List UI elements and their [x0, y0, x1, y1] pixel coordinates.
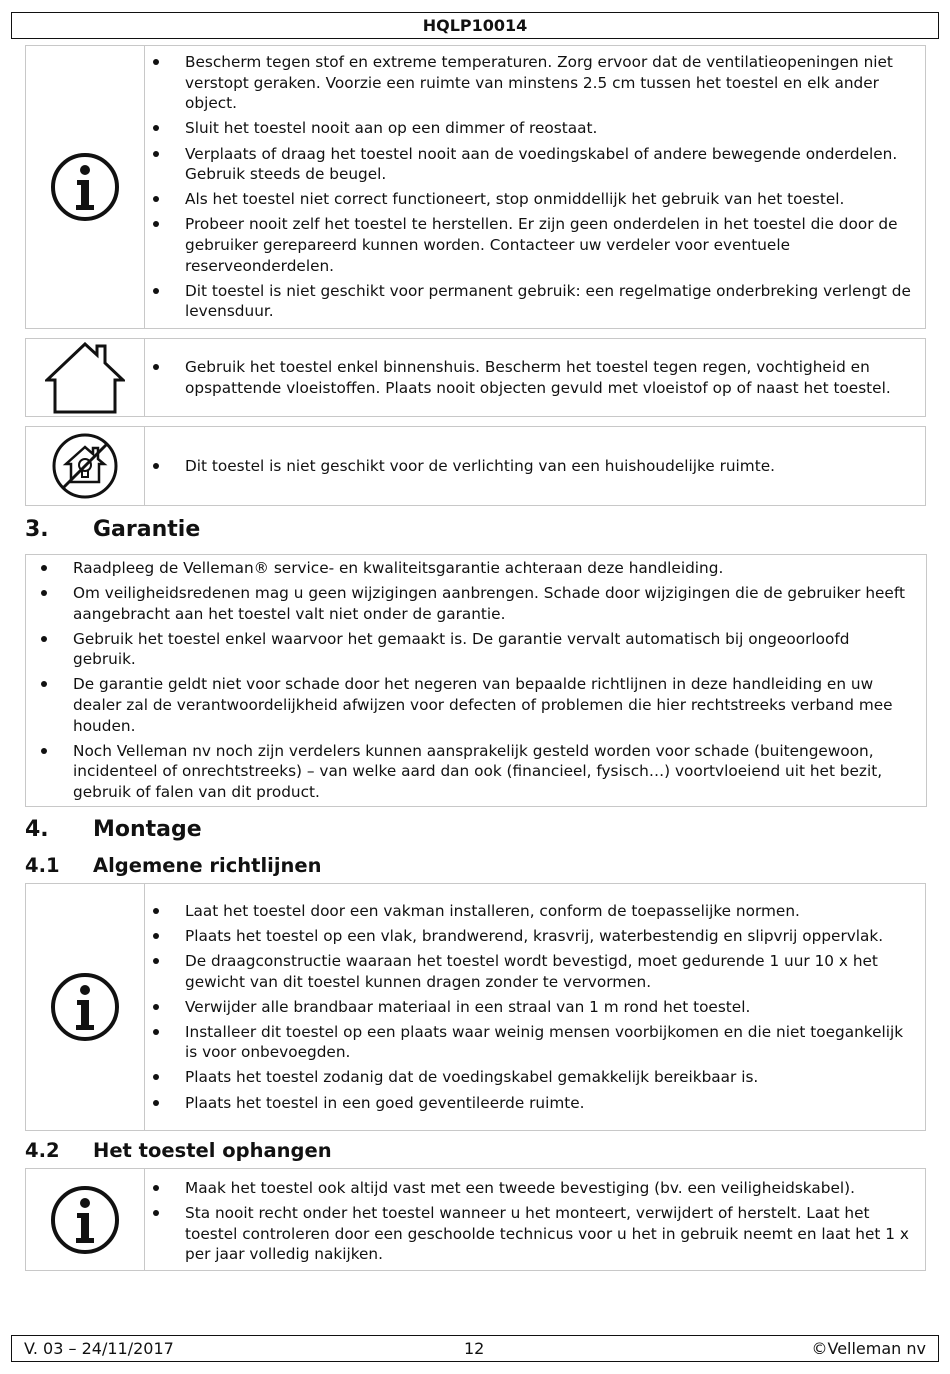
list-item: Laat het toestel door een vakman installeren, conform de toepasselijke normen. [145, 901, 919, 922]
footer-version: V. 03 – 24/11/2017 [24, 1339, 174, 1358]
list-item: Gebruik het toestel enkel binnenshuis. Bescherm het toestel tegen regen, vochtigheid en opspattende vloeistoffen. Plaats nooit objecten gevuld met vloeistof op of naast het toestel. [145, 357, 919, 398]
list-item: Installeer dit toestel op een plaats waar weinig mensen voorbijkomen en die niet toegankelijk is voor onbevoegden. [145, 1022, 919, 1063]
montage-general-table [25, 883, 926, 1131]
household-table [25, 426, 926, 506]
page-footer [11, 1335, 939, 1362]
list-item: Dit toestel is niet geschikt voor de verlichting van een huishoudelijke ruimte. [145, 456, 919, 477]
info-icon [26, 46, 145, 328]
house-icon [26, 339, 145, 416]
no-household-lighting-icon [26, 427, 145, 505]
list-item: Verwijder alle brandbaar materiaal in een straal van 1 m rond het toestel. [145, 997, 919, 1018]
footer-copyright: ©Velleman nv [811, 1339, 926, 1358]
list-item: Gebruik het toestel enkel waarvoor het gemaakt is. De garantie vervalt automatisch bij ongeoorloofd gebruik. [28, 629, 912, 670]
list-item: De garantie geldt niet voor schade door het negeren van bepaalde richtlijnen in deze handleiding en uw dealer zal de verantwoordelijkheid afwijzen voor defecten of problemen die hier rechtstreeks verband mee houden. [28, 674, 912, 736]
list-item: Verplaats of draag het toestel nooit aan de voedingskabel of andere bewegende onderdelen. Gebruik steeds de beugel. [145, 144, 919, 185]
general-guidelines-list [145, 901, 919, 1113]
list-item: Sluit het toestel nooit aan op een dimmer of reostaat. [145, 118, 919, 139]
list-item: Bescherm tegen stof en extreme temperaturen. Zorg ervoor dat de ventilatieopeningen niet verstopt geraken. Voorzie een ruimte van minstens 2.5 cm tussen het toestel en elk ander object. [145, 52, 919, 114]
section-heading-montage: 4. Montage [25, 817, 202, 842]
subsection-heading-algemene: 4.1 Algemene richtlijnen [25, 854, 322, 877]
list-item: Plaats het toestel op een vlak, brandwerend, krasvrij, waterbestendig en slipvrij oppervlak. [145, 926, 919, 947]
page-header: HQLP10014 [11, 12, 939, 39]
list-item: Raadpleeg de Velleman® service- en kwaliteitsgarantie achteraan deze handleiding. [28, 558, 912, 579]
list-item: Plaats het toestel in een goed geventileerde ruimte. [145, 1093, 919, 1114]
list-item: Sta nooit recht onder het toestel wanneer u het monteert, verwijdert of herstelt. Laat het toestel controleren door een geschoolde technicus voor u het in gebruik neemt en laat het 1 x per jaar volledig nakijken. [145, 1203, 919, 1265]
mounting-table [25, 1168, 926, 1271]
info-icon [26, 1169, 145, 1270]
list-item: Probeer nooit zelf het toestel te herstellen. Er zijn geen onderdelen in het toestel die door de gebruiker gerepareerd kunnen worden. Contacteer uw verdeler voor eventuele reserveonderdelen. [145, 214, 919, 276]
info-safety-table [25, 45, 926, 329]
subsection-heading-ophangen: 4.2 Het toestel ophangen [25, 1139, 332, 1162]
list-item: Noch Velleman nv noch zijn verdelers kunnen aansprakelijk gesteld worden voor schade (buitengewoon, incidenteel of onrechtstreeks) – van welke aard dan ook (financieel, fysisch…) voortvloeiend uit het bezit, gebruik of falen van dit product. [28, 741, 912, 803]
section-heading-garantie: 3. Garantie [25, 517, 201, 542]
list-item: Maak het toestel ook altijd vast met een tweede bevestiging (bv. een veiligheidskabel). [145, 1178, 919, 1199]
page-number: 12 [464, 1339, 485, 1358]
garantie-list [28, 558, 912, 803]
info-list [145, 52, 919, 322]
household-list [145, 456, 919, 477]
garantie-box [25, 554, 927, 807]
indoor-list [145, 357, 919, 398]
list-item: De draagconstructie waaraan het toestel wordt bevestigd, moet gedurende 1 uur 10 x het gewicht van dit toestel kunnen dragen zonder te vervormen. [145, 951, 919, 992]
info-icon [26, 884, 145, 1130]
list-item: Plaats het toestel zodanig dat de voedingskabel gemakkelijk bereikbaar is. [145, 1067, 919, 1088]
list-item: Dit toestel is niet geschikt voor permanent gebruik: een regelmatige onderbreking verlengt de levensduur. [145, 281, 919, 322]
list-item: Als het toestel niet correct functioneert, stop onmiddellijk het gebruik van het toestel. [145, 189, 919, 210]
indoor-table [25, 338, 926, 417]
mounting-list [145, 1178, 919, 1265]
list-item: Om veiligheidsredenen mag u geen wijzigingen aanbrengen. Schade door wijzigingen die de gebruiker heeft aangebracht aan het toestel valt niet onder de garantie. [28, 583, 912, 624]
